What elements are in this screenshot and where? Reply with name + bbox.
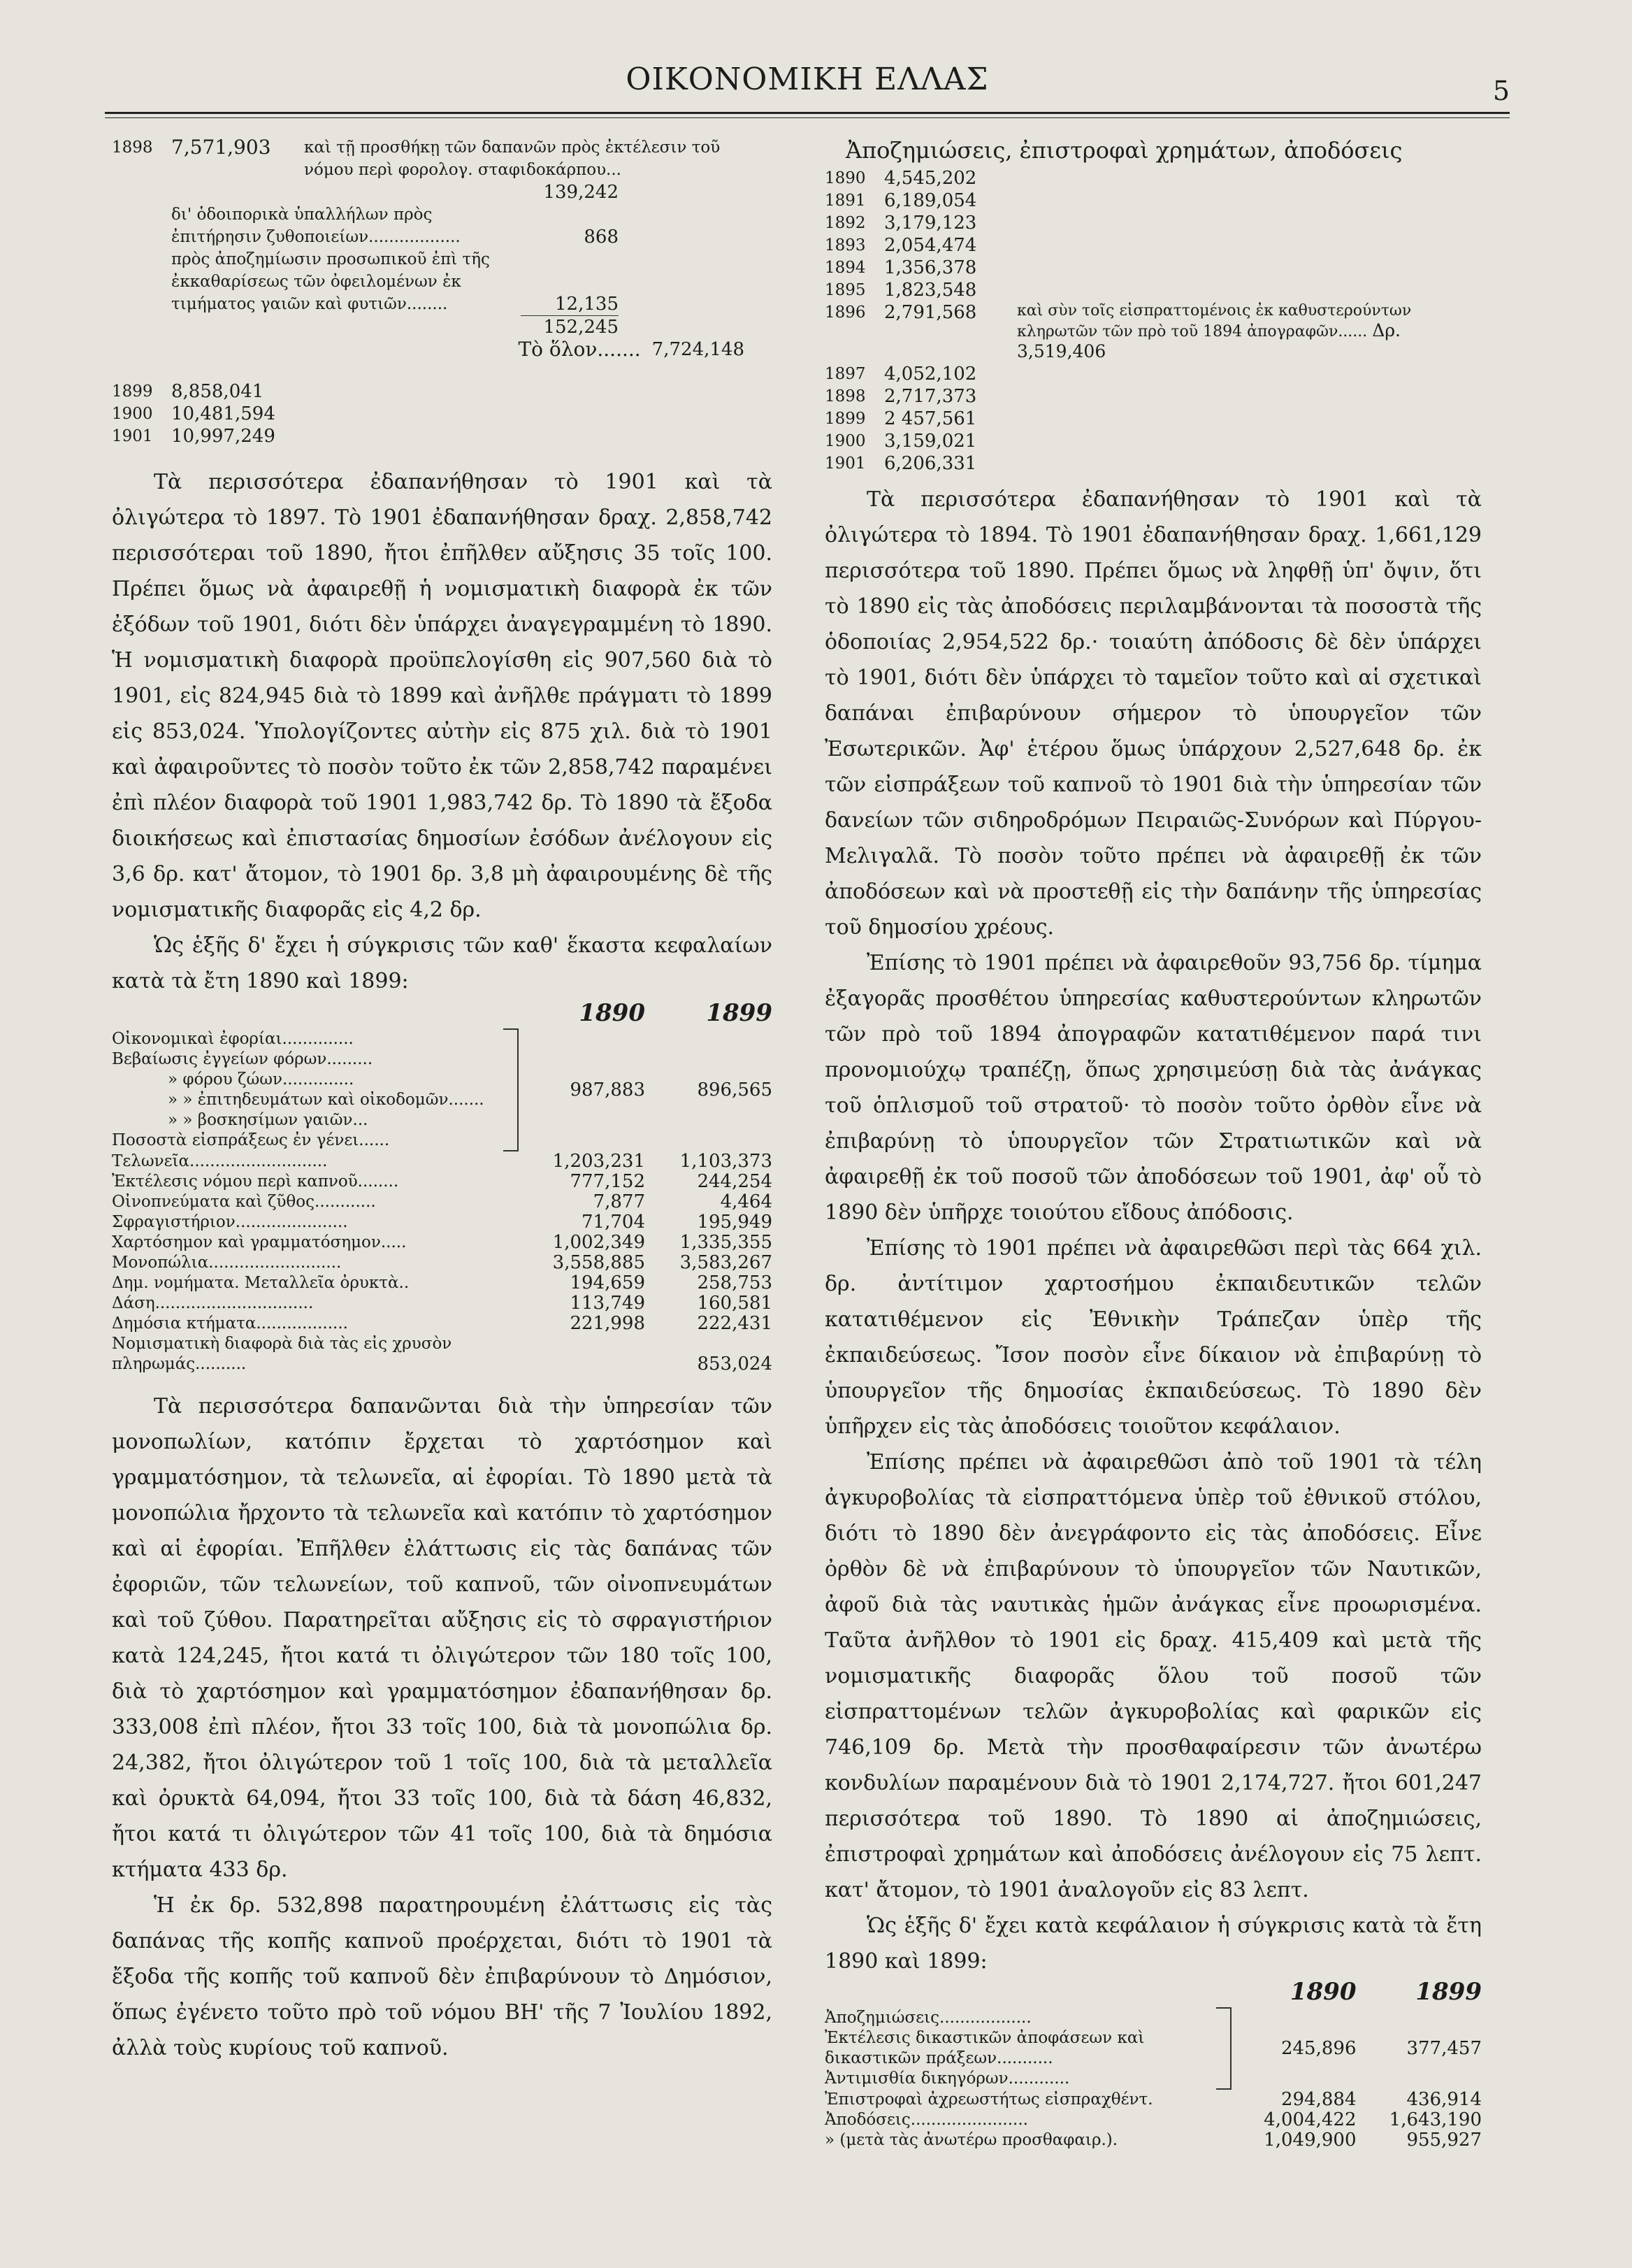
list-item: 139,242 (543, 182, 619, 203)
table-row: Ἀντιμισθία δικηγόρων............ (825, 2069, 1070, 2088)
list-item: 1899 8,858,041 (112, 381, 264, 402)
table-row: Ἐκτέλεσις νόμου περὶ καπνοῦ........ 777,152 244,254 (112, 1171, 772, 1192)
list-item: 1890 4,545,202 (825, 168, 977, 189)
list-item: 1899 2 457,561 (825, 408, 977, 429)
paragraph: Τὰ περισσότερα δαπανῶνται διὰ τὴν ὑπηρεσίαν τῶν μονοπωλίων, κατόπιν ἔρχεται τὸ χαρτόσημον καὶ γραμματόσημον, τὰ τελωνεῖα, αἱ ἐφορίαι. Τὸ 1890 μετὰ τὰ μονοπώλια ἤρχοντο τὰ τελωνεῖα καὶ κατόπιν τὸ χαρτόσημον καὶ αἱ ἐφορίαι. Ἐπῆλθεν ἐλάττωσις εἰς τὰς δαπάνας τῶν ἐφοριῶν, τῶν τελωνείων, τοῦ καπνοῦ, τῶν οἰνοπνευμάτων καὶ τοῦ ζύθου. Παρατηρεῖται αὔξησις εἰς τὸ σφραγιστήριον κατὰ 124,245, ἤτοι κατά τι ὀλιγώτερον τῶν 180 τοῖς 100, διὰ τὸ χαρτόσημον καὶ γραμματόσημον ἐδαπανήθησαν δρ. 333,008 ἐπὶ πλέον, ἤτοι 33 τοῖς 100, διὰ τὰ μονοπώλια δρ. 24,382, ἤτοι ὀλιγώτερον τοῦ 1 τοῖς 100, διὰ τὰ μεταλλεῖα καὶ ὀρυκτὰ 64,094, ἤτοι 33 τοῖς 100, διὰ τὰ δάση 46,832, ἤτοι κατά τι ὀλιγώτερον τῶν 41 τοῖς 100, διὰ τὰ δημόσια κτήματα 433 δρ. (112, 1394, 772, 1882)
paragraph: Ὡς ἑξῆς δ' ἔχει ἡ σύγκρισις τῶν καθ' ἕκαστα κεφαλαίων κατὰ τὰ ἔτη 1890 καὶ 1899: (112, 933, 772, 993)
table-row: Ἀποζημιώσεις.................. 245,896 377,457 (825, 2008, 1482, 2028)
table-row: Δημ. νομήματα. Μεταλλεῖα ὀρυκτὰ.. 194,659 258,753 (112, 1272, 772, 1293)
section-heading: Ἀποζημιώσεις, ἐπιστροφαὶ χρημάτων, ἀποδόσεις (846, 137, 1403, 164)
comparison-table-left (112, 999, 772, 1375)
list-item: 1896 2,791,568 καὶ σὺν τοῖς εἰσπραττομένοις ἐκ καθυστερούντων κληρωτῶν τῶν πρὸ τοῦ 1894 ἀπογραφῶν...... Δρ. 3,519,406 (825, 302, 1412, 361)
paragraph: Τὰ περισσότερα ἐδαπανήθησαν τὸ 1901 καὶ τὰ ὀλιγώτερα τὸ 1897. Τὸ 1901 ἐδαπανήθησαν δραχ. 2,858,742 περισσότεραι τοῦ 1890, ἤτοι ἐπῆλθεν αὔξησις 35 τοῖς 100. Πρέπει ὅμως νὰ ἀφαιρεθῇ ἡ νομισματικὴ διαφορὰ ἐκ τῶν ἐξόδων τοῦ 1901, διότι δὲν ὑπάρχει ἀναγεγραμμένη τὸ 1890. Ἡ νομισματικὴ διαφορὰ προϋπελογίσθη εἰς 907,560 διὰ τὸ 1901, εἰς 824,945 διὰ τὸ 1899 καὶ ἀνῆλθε πράγματι τὸ 1899 εἰς 853,024. Ὑπολογίζοντες αὐτὴν εἰς 875 χιλ. διὰ τὸ 1901 καὶ ἀφαιροῦντες τὸ ποσὸν τοῦτο ἐκ τῶν 2,858,742 παραμένει ἐπὶ πλέον διαφορὰ τοῦ 1901 1,983,742 δρ. Τὸ 1890 τὰ ἔξοδα διοικήσεως καὶ ἐπιστασίας δημοσίων ἐσόδων ἀνέλογουν εἰς 3,6 δρ. κατ' ἄτομον, τὸ 1901 δρ. 3,8 μὴ ἀφαιρουμένης δὲ τῆς νομισματικῆς διαφορᾶς εἰς 4,2 δρ. (112, 470, 772, 922)
left-column (112, 136, 772, 2066)
list-item: 1893 2,054,474 (825, 235, 977, 256)
paragraph: Τὰ περισσότερα ἐδαπανήθησαν τὸ 1901 καὶ τὰ ὀλιγώτερα τὸ 1894. Τὸ 1901 ἐδαπανήθησαν δραχ. 1,661,129 περισσότερα τοῦ 1890. Πρέπει ὅμως νὰ ληφθῇ ὑπ' ὄψιν, ὅτι τὸ 1890 εἰς τὰς ἀποδόσεις περιλαμβάνονται τὰ ποσοστὰ τῆς ὁδοποιίας 2,954,522 δρ.· τοιαύτη ἀπόδοσις δὲ δὲν ὑπάρχει τὸ 1901, διότι δὲν ὑπάρχει τὸ ταμεῖον τοῦτο καὶ αἱ σχετικαὶ δαπάναι ἐπιβαρύνουν σήμερον τὸ ὑπουργεῖον τῶν Ἐσωτερικῶν. Ἀφ' ἑτέρου ὅμως ὑπάρχουν 2,527,648 δρ. ἐκ τῶν εἰσπράξεων τοῦ καπνοῦ τὸ 1901 διὰ τὴν ὑπηρεσίαν τῶν δανείων τῶν σιδηροδρόμων Πειραιῶς-Συνόρων καὶ Πύργου-Μελιγαλᾶ. Τὸ ποσὸν τοῦτο πρέπει νὰ ἀφαιρεθῇ ἐκ τῶν ἀποδόσεων καὶ νὰ προστεθῇ εἰς τὴν δαπάνην τῆς ὑπηρεσίας τοῦ δημοσίου χρέους. (825, 487, 1482, 940)
comparison-table-right (825, 1978, 1482, 2151)
page-number: 5 (1492, 76, 1510, 106)
table-header: 1890 1899 (1290, 1978, 1482, 2006)
list-item: 1900 10,481,594 (112, 403, 275, 424)
brace (1216, 2008, 1231, 2089)
list-item: 1900 3,159,021 (825, 431, 977, 452)
table-row: Ἀποδόσεις....................... 4,004,422 1,643,190 (825, 2109, 1482, 2130)
paragraph: Ἐπίσης τὸ 1901 πρέπει νὰ ἀφαιρεθοῦν 93,756 δρ. τίμημα ἐξαγορᾶς προσθέτου ὑπηρεσίας καθυστερούντων κληρωτῶν τῶν πρὸ τοῦ 1894 ἀπογραφῶν κατατιθέμενον παρά τινι προνομιούχῳ τραπέζῃ, ὅπως χρησιμεύσῃ διὰ τὰς ἀνάγκας τοῦ ὁπλισμοῦ τοῦ στρατοῦ· τὸ ποσὸν τοῦτο ὀρθὸν εἶνε νὰ ἐπιβαρύνῃ τὸ ὑπουργεῖον τῶν Στρατιωτικῶν καὶ νὰ ἀφαιρεθῇ ἐκ τοῦ ποσοῦ τῶν ἀποδόσεων τοῦ 1901, ἀφ' οὗ τὸ 1890 δὲν ὑπῆρχε τοιούτου εἴδους ἀπόδοσις. (825, 951, 1482, 1225)
list-item: 1895 1,823,548 (825, 280, 977, 301)
running-title: ΟΙΚΟΝΟΜΙΚΗ ΕΛΛΑΣ (626, 62, 989, 97)
table-row: » (μετὰ τὰς ἀνωτέρω προσθαφαιρ.). 1,049,900 955,927 (825, 2130, 1482, 2151)
total-value: 7,724,148 (651, 339, 744, 360)
table-row: Σφραγιστήριον...................... 71,704 195,949 (112, 1212, 772, 1233)
paragraph: Ἐπίσης πρέπει νὰ ἀφαιρεθῶσι ἀπὸ τοῦ 1901 τὰ τέλη ἀγκυροβολίας τὰ εἰσπραττόμενα ὑπὲρ τοῦ ἐθνικοῦ στόλου, διότι τὸ 1890 δὲν ἀνεγράφοντο εἰς τὰς ἀποδόσεις. Εἶνε ὀρθὸν δὲ νὰ ἐπιβαρύνουν τὸ ὑπουργεῖον τῶν Ναυτικῶν, ἀφοῦ διὰ τὰς ναυτικὰς ἡμῶν ἀνάγκας εἶνε προωρισμένα. Ταῦτα ἀνῆλθον τὸ 1901 εἰς δραχ. 415,409 καὶ μετὰ τῆς νομισματικῆς διαφορᾶς ὅλου τοῦ ποσοῦ τῶν εἰσπραττομένων τελῶν ἀγκυροβολίας καὶ φαρικῶν εἰς 746,109 δρ. Μετὰ τὴν προσθαφαίρεσιν τῶν ἀνωτέρω κονδυλίων παραμένουν διὰ τὸ 1901 2,174,727. ἤτοι 601,247 περισσότερα τοῦ 1890. Τὸ 1890 αἱ ἀποζημιώσεις, ἐπιστροφαὶ χρημάτων καὶ ἀποδόσεις ἀνέλογουν εἰς 75 λεπτ. κατ' ἄτομον, τὸ 1901 ἀναλογοῦν εἰς 83 λεπτ. (825, 1450, 1482, 1902)
table-row: Ποσοστὰ εἰσπράξεως ἐν γένει...... (112, 1131, 390, 1149)
lead-text: καὶ τῇ προσθήκῃ τῶν δαπανῶν πρὸς ἐκτέλεσιν τοῦ νόμου περὶ φορολογ. σταφιδοκάρπου... (304, 138, 721, 179)
paragraph: Ὡς ἑξῆς δ' ἔχει κατὰ κεφάλαιον ἡ σύγκρισις κατὰ τὰ ἔτη 1890 καὶ 1899: (825, 1914, 1482, 1974)
table-header: 1890 1899 (579, 999, 772, 1027)
subtotal: 152,245 (521, 315, 619, 338)
table-row: Οἰνοπνεύματα καὶ ζῦθος............ 7,877 4,464 (112, 1191, 772, 1212)
list-item: πρὸς ἀποζημίωσιν προσωπικοῦ ἐπὶ τῆς ἐκκαθαρίσεως τῶν ὀφειλομένων ἐκ τιμήματος γαιῶν καὶ φυτιῶν........ 12,135 (171, 250, 619, 315)
table-row: Τελωνεῖα........................... 1,203,231 1,103,373 (112, 1151, 772, 1172)
list-item: 1897 4,052,102 (825, 364, 977, 385)
table-row: » » βοσκησίμων γαιῶν... (168, 1111, 368, 1129)
table-row: Μονοπώλια.......................... 3,558,885 3,583,267 (112, 1252, 772, 1273)
table-row: Δημόσια κτήματα.................. 221,998 222,431 (112, 1313, 772, 1334)
table-row: Ἐπιστροφαὶ ἀχρεωστήτως εἰσπραχθέντ. 294,884 436,914 (825, 2089, 1482, 2110)
brace (503, 1029, 518, 1151)
table-row: Ἐκτέλεσις δικαστικῶν ἀποφάσεων καὶ δικαστικῶν πράξεων........... (825, 2029, 1145, 2067)
year-label: 1898 (112, 138, 153, 157)
yearly-list (825, 167, 1482, 475)
paragraph: Ἐπίσης τὸ 1901 πρέπει νὰ ἀφαιρεθῶσι περὶ τὰς 664 χιλ. δρ. ἀντίτιμον χαρτοσήμου ἐκπαιδευτικῶν τελῶν κατατιθέμενον εἰς Ἐθνικὴν Τράπεζαν ὑπὲρ τῆς ἐκπαιδεύσεως. Ἴσον ποσὸν εἶνε δίκαιον νὰ ἐπιβαρύνῃ τὸ ὑπουργεῖον τῆς δημοσίας ἐκπαιδεύσεως. Τὸ 1890 δὲν ὑπῆρχεν εἰς τὰς ἀποδόσεις τοιοῦτον κεφάλαιον. (825, 1236, 1482, 1439)
table-row: Χαρτόσημον καὶ γραμματόσημον..... 1,002,349 1,335,355 (112, 1232, 772, 1253)
list-item: 1891 6,189,054 (825, 190, 977, 211)
list-item: 1898 2,717,373 (825, 386, 977, 407)
total-label: Τὸ ὅλον....... (518, 338, 641, 361)
right-column (825, 136, 1482, 2151)
list-item: 1901 10,997,249 (112, 426, 275, 447)
table-row: Νομισματικὴ διαφορὰ διὰ τὰς εἰς χρυσὸν πληρωμάς.......... 853,024 (112, 1335, 772, 1375)
list-item: 1901 6,206,331 (825, 453, 977, 474)
table-row: » φόρου ζώων.............. (168, 1070, 354, 1089)
page-header (105, 49, 1510, 119)
expense-block-1898 (112, 136, 772, 447)
table-row: » » ἐπιτηδευμάτων καὶ οἰκοδομῶν....... (168, 1091, 484, 1109)
table-row: Δάση............................... 113,749 160,581 (112, 1293, 772, 1314)
lead-amount: 7,571,903 (171, 136, 271, 159)
list-item: δι' ὁδοιπορικὰ ὑπαλλήλων πρὸς ἐπιτήρησιν ζυθοποιείων.................. 868 (171, 206, 619, 247)
paragraph: Ἡ ἐκ δρ. 532,898 παρατηρουμένη ἐλάττωσις εἰς τὰς δαπάνας τῆς κοπῆς καπνοῦ προέρχεται, διότι τὸ 1901 τὰ ἔξοδα τῆς κοπῆς τοῦ καπνοῦ δὲν ἐπιβαρύνουν τὸ Δημόσιον, ὅπως ἐγένετο τοῦτο πρὸ τοῦ νόμου ΒΗ' τῆς 7 Ἰουλίου 1892, ἀλλὰ τοὺς κυρίους τοῦ καπνοῦ. (112, 1893, 772, 2060)
table-row: Βεβαίωσις ἐγγείων φόρων......... (112, 1050, 373, 1068)
header-rule (105, 112, 1510, 114)
list-item: 1894 1,356,378 (825, 257, 977, 278)
list-item: 1892 3,179,123 (825, 213, 977, 234)
table-row: Οἰκονομικαὶ ἐφορίαι.............. 987,883 896,565 (112, 1029, 772, 1049)
header-rule-thin (105, 117, 1510, 118)
